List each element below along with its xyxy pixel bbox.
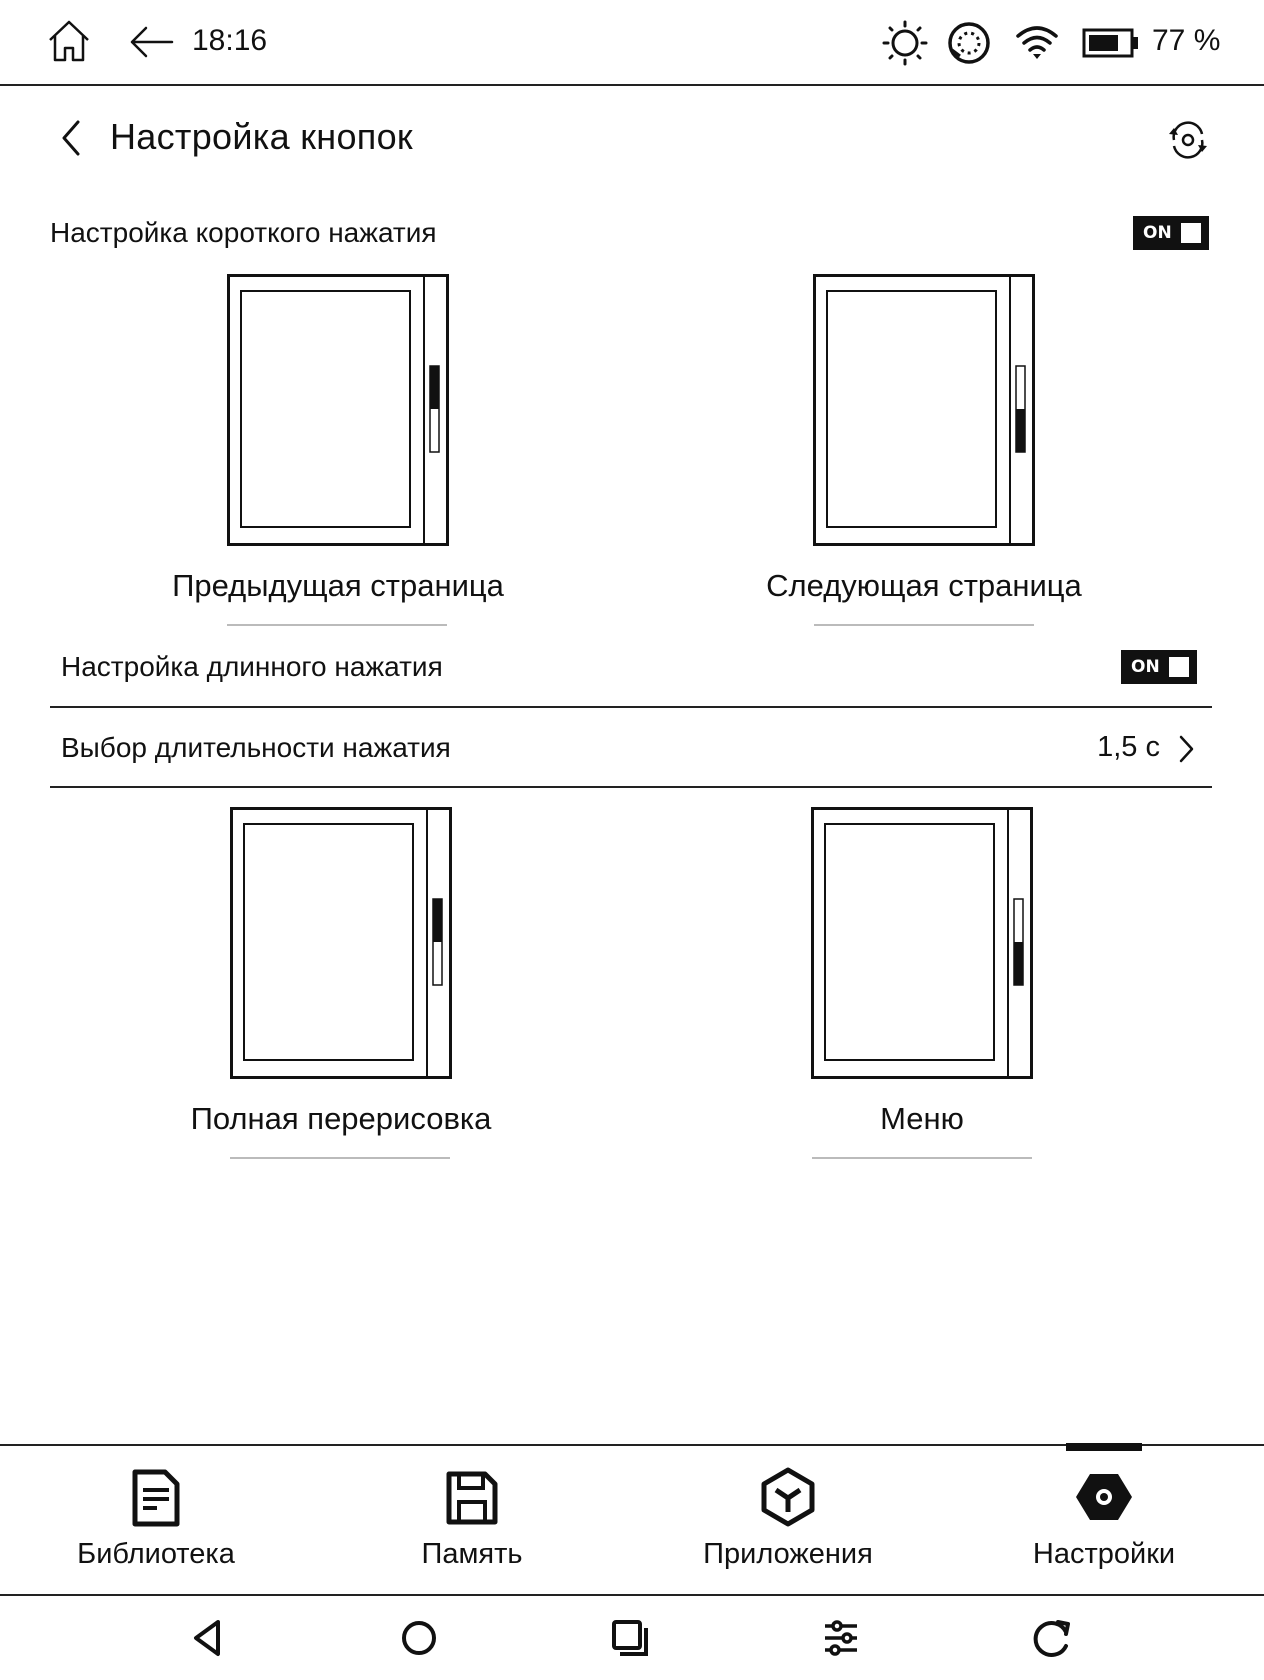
- settings-icon: [1073, 1466, 1135, 1528]
- nav-label: Настройки: [1032, 1538, 1176, 1570]
- refresh-icon[interactable]: [1026, 1612, 1078, 1664]
- home-icon[interactable]: [46, 18, 92, 64]
- divider: [50, 786, 1212, 788]
- label-underline: [227, 624, 447, 626]
- page-title: Настройка кнопок: [110, 116, 413, 157]
- device-label-full-refresh: Полная перерисовка: [190, 1101, 492, 1136]
- battery-percent: 77 %: [1152, 24, 1221, 57]
- chevron-right-icon: [1176, 734, 1196, 764]
- battery-icon: [1082, 28, 1140, 58]
- nav-back-icon[interactable]: [182, 1612, 234, 1664]
- device-full-refresh[interactable]: [230, 807, 452, 1079]
- nav-label: Библиотека: [77, 1538, 235, 1570]
- system-bar: [0, 1596, 1264, 1680]
- device-menu[interactable]: [811, 807, 1033, 1079]
- nav-home-icon[interactable]: [393, 1612, 445, 1664]
- toggle-text: ON: [1143, 223, 1172, 243]
- sync-icon[interactable]: [946, 20, 992, 66]
- reset-icon[interactable]: [1166, 118, 1210, 162]
- toggle-knob: [1169, 657, 1189, 677]
- device-label-next: Следующая страница: [766, 568, 1082, 603]
- back-arrow-icon[interactable]: [128, 22, 174, 62]
- toggle-knob: [1181, 223, 1201, 243]
- nav-apps[interactable]: [638, 1446, 938, 1596]
- clock: 18:16: [192, 24, 268, 57]
- label-underline: [230, 1157, 450, 1159]
- long-press-label: Настройка длинного нажатия: [61, 651, 443, 682]
- back-chevron-icon[interactable]: [56, 118, 86, 158]
- label-underline: [812, 1157, 1032, 1159]
- storage-icon: [441, 1466, 503, 1528]
- nav-library[interactable]: [6, 1446, 306, 1596]
- wifi-icon[interactable]: [1014, 22, 1060, 62]
- apps-icon: [757, 1466, 819, 1528]
- device-label-previous: Предыдущая страница: [172, 568, 504, 603]
- short-press-label: Настройка короткого нажатия: [50, 217, 437, 248]
- nav-recents-icon[interactable]: [604, 1612, 656, 1664]
- library-icon: [125, 1466, 187, 1528]
- long-press-toggle[interactable]: [1121, 650, 1197, 684]
- label-underline: [814, 624, 1034, 626]
- duration-row[interactable]: [50, 708, 1212, 786]
- device-next-page[interactable]: [813, 274, 1035, 546]
- nav-label: Память: [421, 1538, 523, 1570]
- device-previous-page[interactable]: [227, 274, 449, 546]
- brightness-icon[interactable]: [882, 20, 928, 66]
- short-press-toggle[interactable]: [1133, 216, 1209, 250]
- device-label-menu: Меню: [880, 1101, 964, 1136]
- quick-settings-icon[interactable]: [815, 1612, 867, 1664]
- active-indicator: [1066, 1443, 1142, 1451]
- toggle-text: ON: [1131, 657, 1160, 677]
- nav-settings[interactable]: [954, 1446, 1254, 1596]
- bottom-navigation: [0, 1444, 1264, 1596]
- nav-storage[interactable]: [322, 1446, 622, 1596]
- status-bar: [0, 0, 1264, 86]
- duration-label: Выбор длительности нажатия: [61, 732, 451, 763]
- duration-value: 1,5 с: [1097, 731, 1160, 763]
- nav-label: Приложения: [703, 1538, 873, 1570]
